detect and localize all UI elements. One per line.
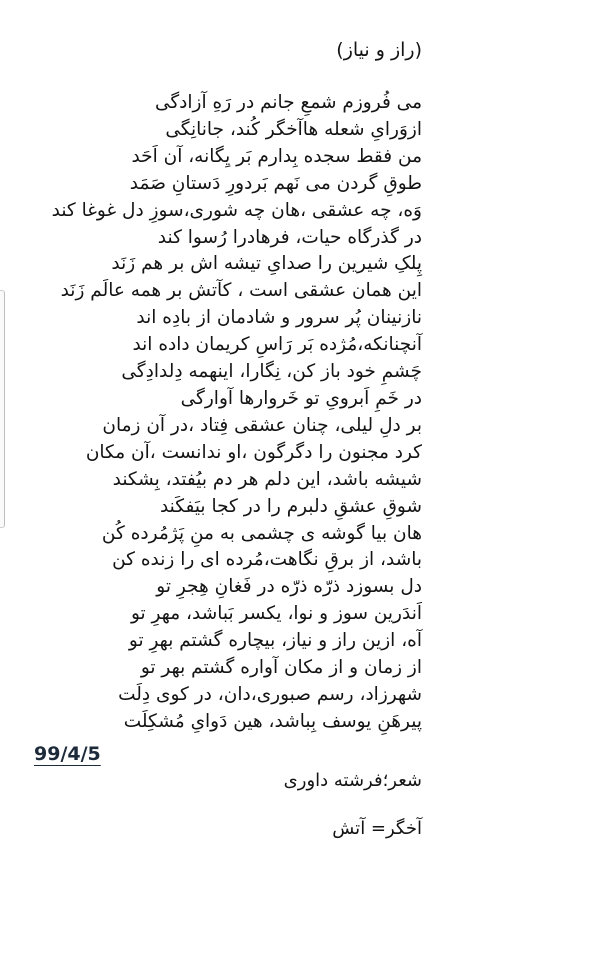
- glossary-note: آخگر= آتش: [332, 818, 422, 839]
- poem-line: چَشمِ خود باز کن، نِگارا، اینهمه دِلدادِگی: [121, 361, 422, 383]
- poem-block: [52, 36, 422, 736]
- poem-line: اَندَرین سوز و نوا، یکسر بَباشد، مهرِ تو: [130, 603, 422, 625]
- poem-line: از زمان و از مکان آواره گشتم بهر تو: [140, 657, 422, 679]
- poem-line: شوقِ عشقِ دلبرم را در کجا بیَفکَند: [159, 495, 422, 517]
- poem-line: پیرهَنِ یوسف بِباشد، هین دَوایِ مُشکِلَت: [123, 710, 422, 732]
- poet-credit: شعر؛فرشته داوری: [283, 770, 422, 791]
- poem-line: پِلکِ شیرین را صدایِ تیشه اش بر هم زَنَد: [111, 253, 422, 275]
- poem-line: هان بیا گوشه ی چشمی به منِ پَژمُرده کُن: [101, 522, 422, 544]
- poem-line: آه، ازین راز و نیاز، بیچاره گشتم بهرِ تو: [128, 630, 422, 652]
- poem-line: ازوَرایِ شعله هاآخگر کُند، جانانِگی: [165, 118, 422, 140]
- poem-line: شهرزاد، رسم صبوری،دان، در کوی دِلَت: [118, 683, 422, 705]
- scrollbar-handle[interactable]: [0, 290, 5, 528]
- poem-line: آنچنانکه،مُژده بَر رَاسِ کریمان داده اند: [132, 334, 422, 356]
- poem-line: من فقط سجده بِدارم بَر یِگانه، آن اَحَد: [131, 145, 422, 167]
- poem-line: این همان عشقی است ، کآتش بر همه عالَم زَنَد: [60, 280, 422, 302]
- poem-line: در خَمِ اَبرویِ تو خَروارها آوارگی: [180, 387, 422, 409]
- date-stamp: 99/4/5: [34, 743, 101, 765]
- poem-line: می فُروزم شمعِ جانم در رَهِ آزادگی: [154, 92, 422, 113]
- poem-line: کرد مجنون را دگرگون ،او ندانست ،آن مکان: [85, 441, 422, 463]
- poem-lines: [52, 90, 422, 736]
- poem-line: بر دلِ لیلی، چنان عشقی فِتاد ،در آن زمان: [102, 414, 422, 436]
- poem-line: در گذرگاه حیات، فرهادرا رُسوا کند: [157, 226, 422, 248]
- poem-line: طوقِ گردن می نَهم بَردورِ دَستانِ صَمَد: [129, 172, 422, 194]
- poem-line: وَه، چه عشقی ،هان چه شوری،سوزِ دل غوغا کند: [51, 199, 422, 221]
- poem-line: دل بسوزد ذرّه ذرّه در فَغانِ هِجرِ تو: [156, 576, 422, 598]
- poem-title: (راز و نیاز): [336, 39, 422, 61]
- poem-line: باشد، از برقِ نگاهت،مُرده ای را زنده کن: [112, 549, 422, 571]
- poem-line: نازنینان پُر سرور و شادمان از بادِه اند: [136, 307, 422, 329]
- poem-line: شیشه باشد، این دلم هر دم بیُفتد، بِشکند: [112, 468, 422, 490]
